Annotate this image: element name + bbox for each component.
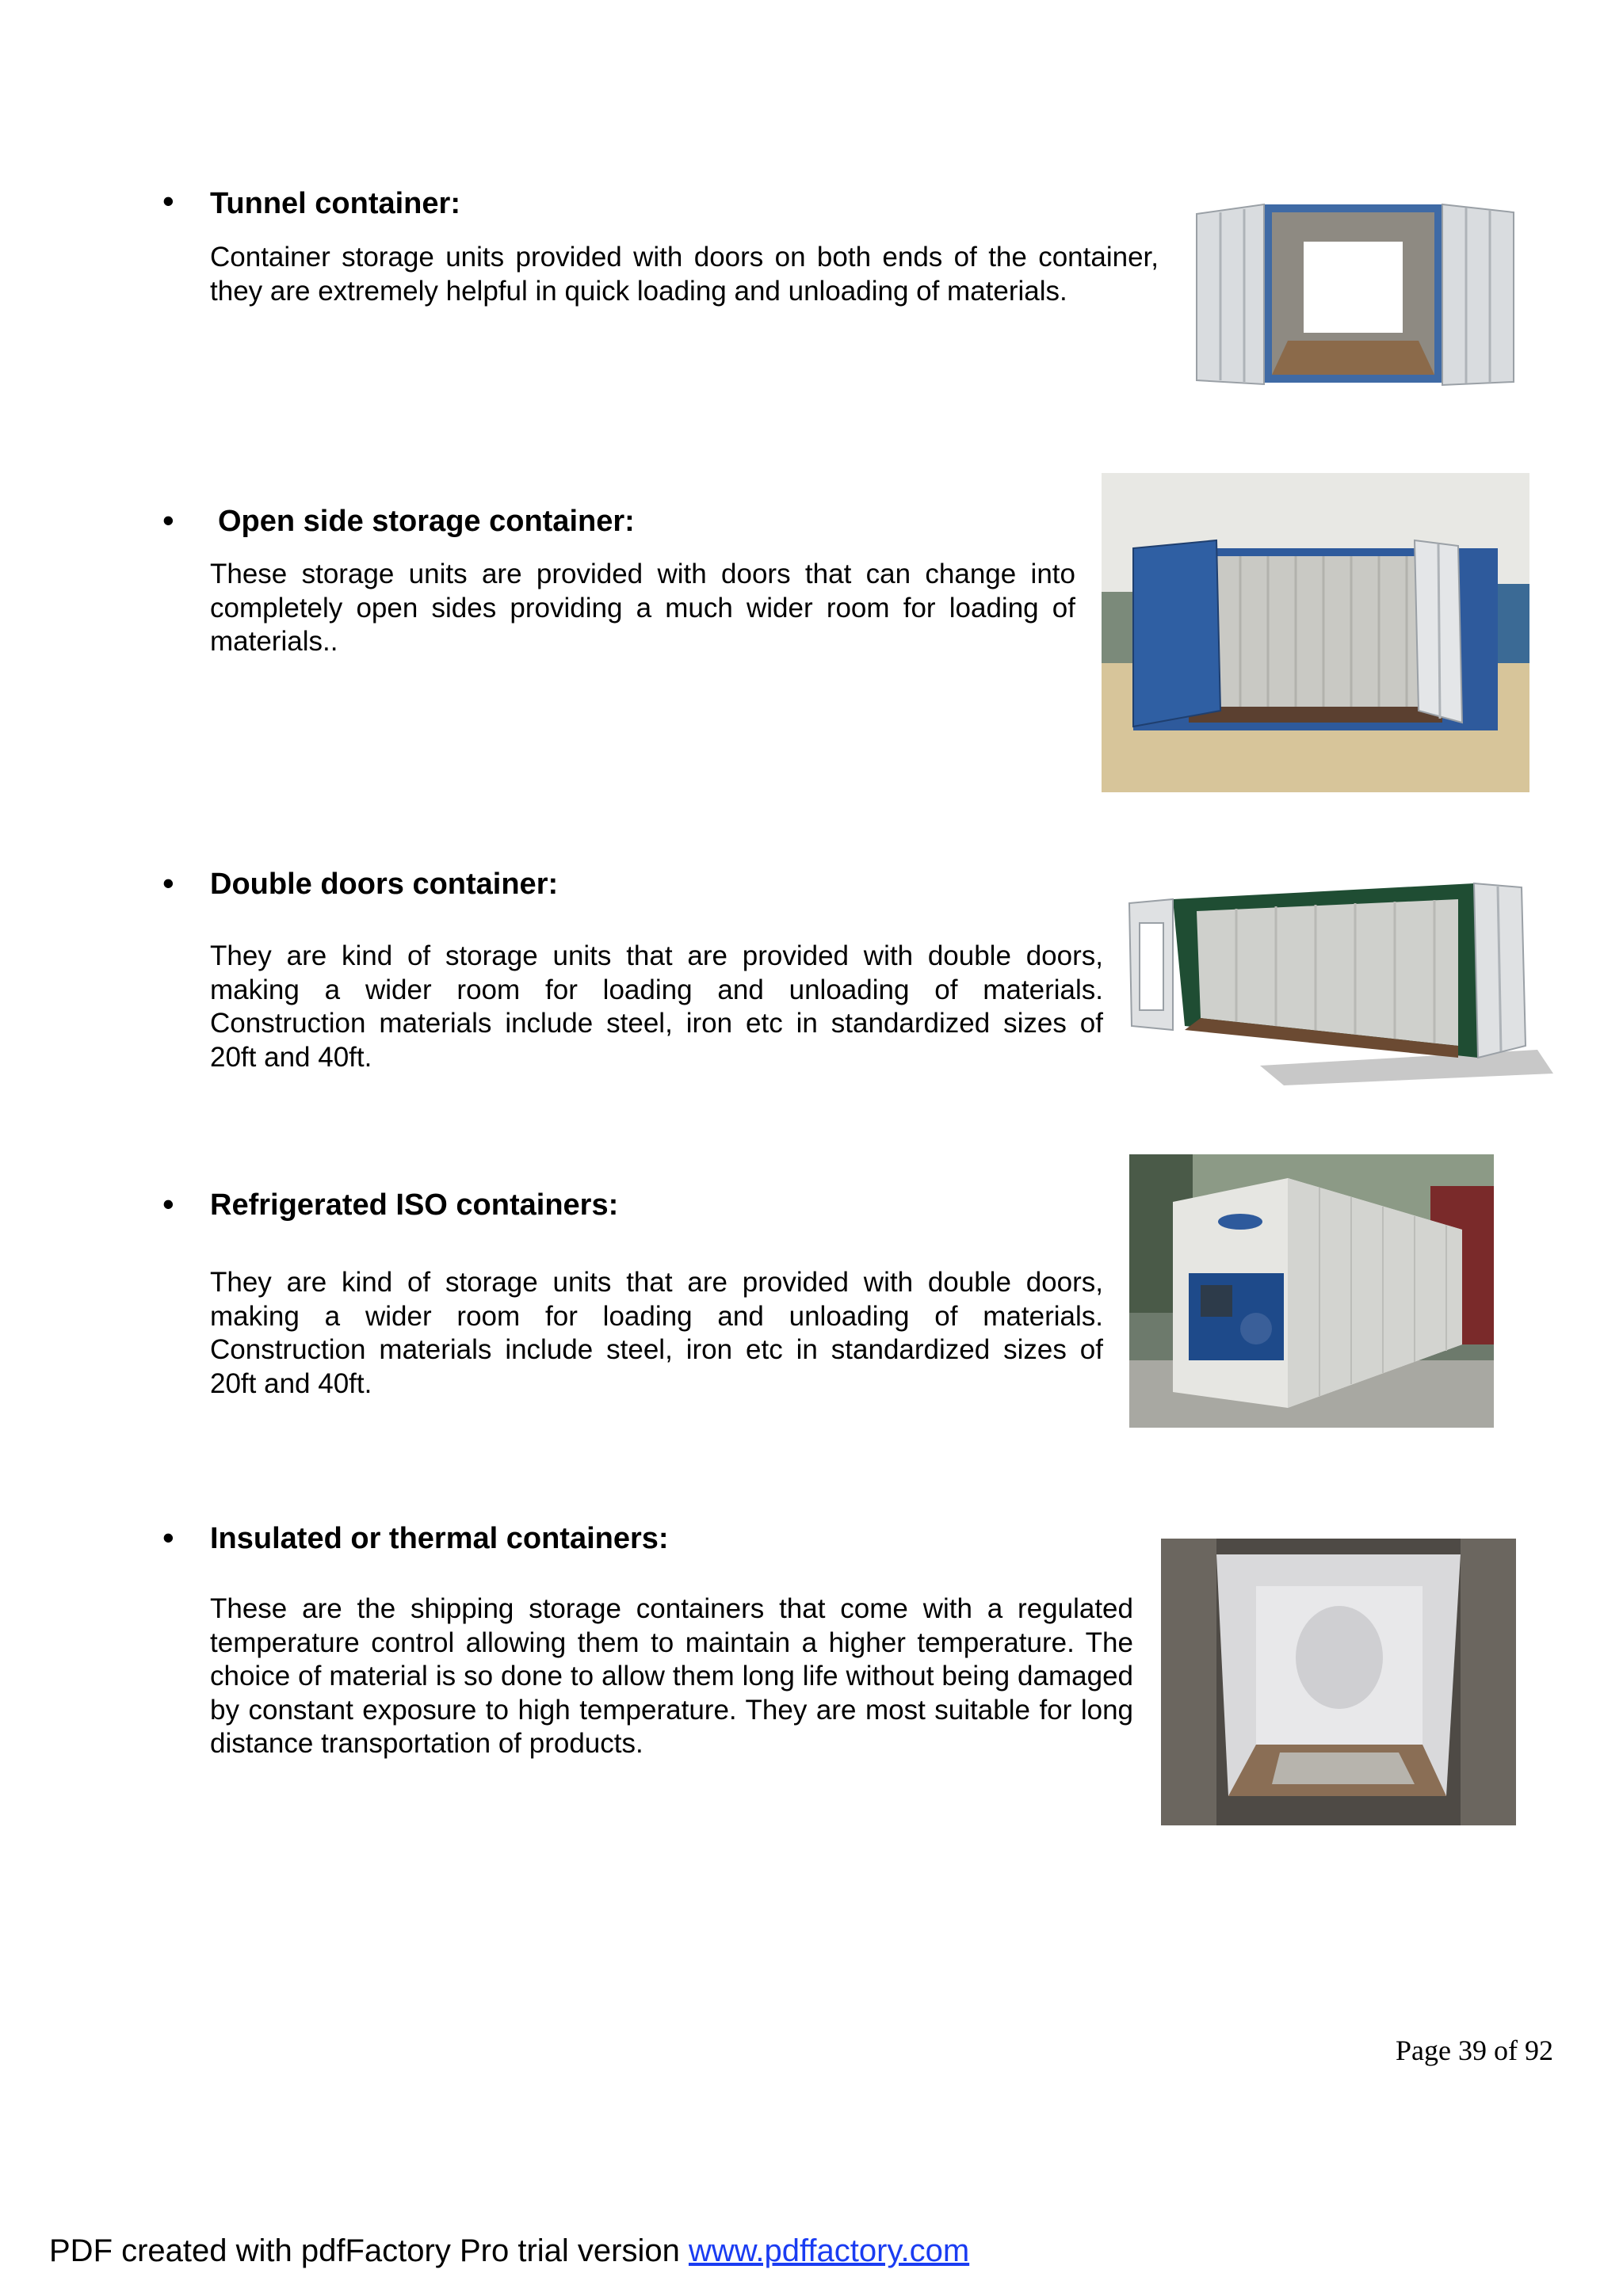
section-body: These are the shipping storage containers that come with a regulated temperature control allowing them to maintain a higher temperature. The choice of material is so done to allow them long life without being damaged by constant exposure to high temperature. They are most suitable for long distance transportation of products. xyxy=(210,1593,1133,1759)
section-body: Container storage units provided with doors on both ends of the container, they are extremely helpful in quick loading and unloading of materials. xyxy=(210,242,1159,307)
section-body: They are kind of storage units that are provided with double doors, making a wider room for loading and unloading of materials. Construction materials include steel, iron etc in standardized sizes of 20ft and 40ft. xyxy=(210,940,1103,1073)
bullet-icon: • xyxy=(162,182,174,219)
page-number: Page 39 of 92 xyxy=(1396,2035,1553,2066)
pdf-footer xyxy=(49,2231,969,2271)
section-body: These storage units are provided with doors that can change into completely open sides providing a much wider room for loading of materials.. xyxy=(210,559,1075,657)
open-side-container-photo xyxy=(1102,473,1529,792)
double-doors-container-photo xyxy=(1125,868,1553,1085)
insulated-container-photo xyxy=(1161,1539,1516,1825)
section-body: They are kind of storage units that are provided with double doors, making a wider room for loading and unloading of materials. Construction materials include steel, iron etc in standardized sizes of 20ft and 40ft. xyxy=(210,1267,1103,1399)
section-heading: Double doors container: xyxy=(210,868,559,901)
footer-link[interactable]: www.pdffactory.com xyxy=(688,2233,970,2268)
footer-text: PDF created with pdfFactory Pro trial version xyxy=(49,2233,689,2268)
bullet-icon: • xyxy=(162,864,174,902)
bullet-icon: • xyxy=(162,1185,174,1222)
tunnel-container-photo xyxy=(1189,198,1522,392)
refrigerated-container-photo xyxy=(1129,1154,1494,1428)
bullet-icon: • xyxy=(162,502,174,539)
bullet-icon: • xyxy=(162,1519,174,1556)
section-heading: Insulated or thermal containers: xyxy=(210,1522,669,1555)
section-heading: Refrigerated ISO containers: xyxy=(210,1188,619,1222)
section-heading: Tunnel container: xyxy=(210,187,460,220)
section-heading: Open side storage container: xyxy=(218,505,635,538)
